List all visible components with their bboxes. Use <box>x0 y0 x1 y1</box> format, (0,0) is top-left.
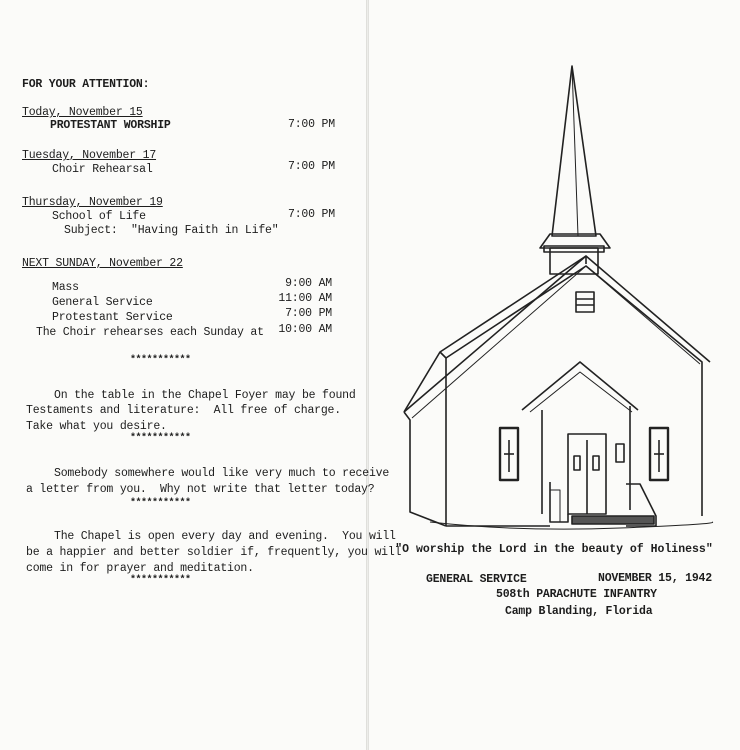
service-date: NOVEMBER 15, 1942 <box>598 572 712 585</box>
page-fold <box>366 0 369 750</box>
paragraph-line: Testaments and literature: All free of charge. <box>26 404 341 417</box>
service-label: GENERAL SERVICE <box>426 573 527 586</box>
paragraph-line: On the table in the Chapel Foyer may be found <box>54 389 356 402</box>
event-time: 7:00 PM <box>288 160 335 173</box>
attention-heading: FOR YOUR ATTENTION: <box>22 78 150 91</box>
event-time: 7:00 PM <box>288 208 335 221</box>
paragraph-line: Somebody somewhere would like very much to receive <box>54 467 390 480</box>
separator: *********** <box>130 575 191 586</box>
paragraph-line: a letter from you. Why not write that letter today? <box>26 483 375 496</box>
separator: *********** <box>130 355 191 366</box>
paragraph-line: come in for prayer and meditation. <box>26 562 254 575</box>
event-date: NEXT SUNDAY, November 22 <box>22 257 183 270</box>
event-date: Tuesday, November 17 <box>22 149 157 162</box>
event-title: The Choir rehearses each Sunday at <box>36 326 264 339</box>
separator: *********** <box>130 433 191 444</box>
event-date: Today, November 15 <box>22 106 143 119</box>
event-time: 11:00 AM <box>278 292 332 305</box>
event-title: Mass <box>52 281 79 294</box>
event-title: General Service <box>52 296 153 309</box>
paragraph-line: The Chapel is open every day and evening. You will <box>54 530 396 543</box>
paragraph-line: Take what you desire. <box>26 420 167 433</box>
event-title: Choir Rehearsal <box>52 163 153 176</box>
unit-name: 508th PARACHUTE INFANTRY <box>496 588 657 601</box>
event-subject: Subject: "Having Faith in Life" <box>64 224 279 237</box>
event-title: School of Life <box>52 210 146 223</box>
separator: *********** <box>130 498 191 509</box>
event-time: 7:00 PM <box>288 118 335 131</box>
scripture-verse: "O worship the Lord in the beauty of Holiness" <box>395 543 713 556</box>
event-time: 9:00 AM <box>285 277 332 290</box>
church-illustration <box>400 60 716 536</box>
event-title: PROTESTANT WORSHIP <box>50 119 171 132</box>
event-time: 10:00 AM <box>278 323 332 336</box>
camp-location: Camp Blanding, Florida <box>505 605 653 618</box>
event-time: 7:00 PM <box>285 307 332 320</box>
event-title: Protestant Service <box>52 311 173 324</box>
paragraph-line: be a happier and better soldier if, frequently, you will <box>26 546 402 559</box>
event-date: Thursday, November 19 <box>22 196 163 209</box>
